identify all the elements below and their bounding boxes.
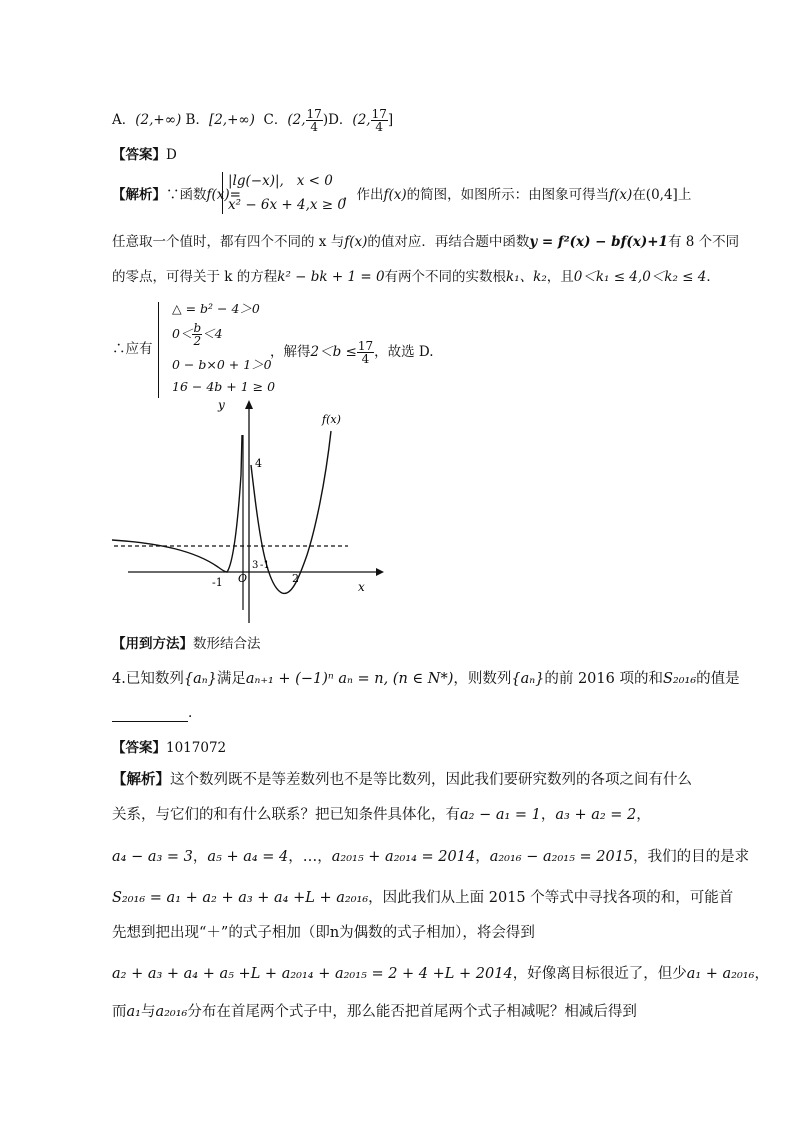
tick-3: 3 [252, 560, 259, 571]
answer-tag: 【答案】 [112, 147, 166, 163]
option-d-den: 4 [375, 120, 384, 134]
option-c-value-pre: (2, [287, 112, 306, 128]
fx-label: f(x) [322, 413, 341, 426]
line3-end: ． [706, 269, 720, 285]
q3-answer [112, 146, 177, 164]
x-axis-arrow-icon [376, 568, 384, 576]
line3-b: 有两个不同的实数根 [384, 269, 507, 285]
after-cases: ，作出 [343, 187, 384, 203]
option-a-label: A． [112, 112, 136, 128]
fx3: f(x) [609, 187, 633, 203]
option-a-value: (2,+∞) [135, 112, 182, 128]
solve-num: 17 [357, 339, 374, 353]
q4-answer-value: 1017072 [166, 740, 227, 756]
option-b-value: [2,+∞) [208, 112, 255, 128]
q4-l3-eq3: a₂₀₁₅ + a₂₀₁₄ = 2014 [331, 849, 476, 865]
q4-l6-eq: a₂ + a₃ + a₄ + a₅ +L + a₂₀₁₄ + a₂₀₁₅ = 2 + 4 +L + 2014 [112, 966, 513, 982]
q4-l3-eq4: a₂₀₁₆ − a₂₀₁₅ = 2015 [489, 849, 634, 865]
q4-text-b: 满足 [216, 671, 246, 687]
q4-l2-eq1: a₂ − a₁ = 1 [460, 807, 541, 823]
q4-l6-eq2: a₁ + a₂₀₁₆ [686, 966, 755, 982]
line2-text: 任意取一个值时，都有四个不同的 x 与 [112, 234, 345, 250]
tick-m1b: -1 [260, 560, 270, 571]
solve-line [270, 340, 434, 365]
system-eq1: △ = b² − 4＞0 [172, 301, 260, 316]
q4-analysis-line1 [112, 771, 692, 789]
method-text: 数形结合法 [193, 636, 261, 652]
line2-y: y = f²(x) − bf(x)+1 [529, 234, 668, 250]
piecewise-case2 [228, 196, 346, 214]
q4-line1 [112, 670, 740, 688]
q4-l3-end: ，我们的目的是求 [633, 849, 750, 865]
q4-seq2: {aₙ} [511, 671, 545, 687]
option-c-value-post: ) [322, 112, 329, 128]
sys2-den: 2 [193, 334, 202, 348]
q4-l2-sep: ， [540, 807, 556, 823]
q4-analysis-line2 [112, 806, 651, 824]
q4-l4-text: ，因此我们从上面 2015 个等式中寻找各项的和，可能首 [368, 890, 734, 906]
q4-answer-tag: 【答案】 [112, 740, 166, 756]
tick-neg1: -1 [212, 576, 223, 589]
q4-l2-eq2: a₃ + a₂ = 2 [555, 807, 637, 823]
option-d-value-pre: (2, [352, 112, 371, 128]
option-b-label: B． [185, 112, 209, 128]
x-axis-label: x [358, 580, 365, 594]
q4-relation: aₙ₊₁ + (−1)ⁿ aₙ = n, (n ∈ N*) [245, 671, 454, 687]
q4-analysis-line7 [112, 1003, 637, 1021]
option-c-num: 17 [306, 107, 322, 121]
q4-l2-end: ， [636, 807, 651, 823]
system-eq2 [172, 322, 223, 347]
tick-4: 4 [255, 457, 262, 470]
sys2-post: ＜4 [202, 326, 223, 341]
option-d-num: 17 [371, 107, 387, 121]
answer-value: D [166, 147, 177, 163]
analysis-tag: 【解析】 [112, 187, 166, 203]
q4-l7-a: 而 [112, 1004, 127, 1020]
q4-l4-eq: S₂₀₁₆ = a₁ + a₂ + a₃ + a₄ +L + a₂₀₁₆ [112, 890, 369, 906]
y-axis-arrow-icon [245, 400, 253, 409]
sys2-pre: 0＜ [172, 326, 193, 341]
q4-l7-b: 与 [140, 1004, 156, 1020]
line3-ineq: 0＜k₁ ≤ 4,0＜k₂ ≤ 4 [573, 269, 707, 285]
solve-ineq: 2＜b ≤ [310, 344, 357, 360]
line3-eq: k² − bk + 1 = 0 [277, 269, 385, 285]
q4-l7-a1: a₁ [126, 1004, 141, 1020]
blank-end: . [188, 705, 193, 721]
options-line [112, 108, 393, 133]
system-brace [158, 302, 159, 398]
q4-analysis-line4 [112, 889, 733, 907]
q4-l1: 这个数列既不是等差数列也不是等比数列，因此我们要研究数列的各项之间有什么 [170, 772, 692, 788]
q4-l6-end: ， [754, 966, 769, 982]
piecewise-brace [222, 172, 223, 214]
option-d-fraction [371, 108, 388, 133]
case1-cond: x < 0 [296, 173, 333, 189]
answer-blank[interactable] [112, 707, 188, 722]
method-tag: 【用到方法】 [112, 636, 193, 652]
q4-text-e: 的值是 [696, 671, 740, 687]
tick-origin: O [238, 572, 248, 585]
solve-den: 4 [361, 352, 370, 366]
q4-l2-a: 关系，与它们的和有什么联系？把已知条件具体化，有 [112, 807, 460, 823]
system-eq3: 0 − b×0 + 1＞0 [172, 357, 272, 372]
q4-text-c: ，则数列 [453, 671, 512, 687]
tick-2: 2 [292, 572, 299, 585]
fx2: f(x) [383, 187, 407, 203]
q4-l7-a2016: a₂₀₁₆ [155, 1004, 188, 1020]
q4-analysis-line5: 先想到把出现“＋”的式子相加（即n为偶数的式子相加），将会得到 [112, 925, 535, 941]
q4-text-d: 的前 2016 项的和 [544, 671, 663, 687]
option-c-label: C． [263, 112, 288, 128]
after-cases2: 的简图，如图所示：由图象可得当 [406, 187, 610, 203]
therefore-label: ∴应有 [112, 341, 153, 357]
line2-fx: f(x) [344, 234, 368, 250]
q4-analysis-line3: a₄ − a₃ = 3，a₅ + a₄ = 4，…，a₂₀₁₅ + a₂₀₁₄ = 2014，a₂₀₁₆ − a₂₀₁₅ = 2015，我们的目的是求 [112, 849, 750, 865]
q4-analysis-tag: 【解析】 [112, 771, 170, 788]
case2-expr: x² − 6x + 4, [228, 197, 310, 213]
line2-b: 的值对应．再结合题中函数 [367, 234, 530, 250]
option-c-fraction [306, 108, 323, 133]
fx-def: f(x)= [206, 187, 241, 203]
q4-text-a: 已知数列 [125, 671, 184, 687]
curve-left-branch [112, 435, 242, 572]
q4-answer [112, 739, 226, 757]
q4-blank-line [112, 704, 192, 722]
line3-roots: k₁、k₂ [506, 269, 547, 285]
q4-sum: S₂₀₁₆ [662, 671, 697, 687]
sys2-num: b [193, 321, 202, 335]
option-d-label: D． [328, 112, 353, 128]
function-graph [110, 395, 390, 630]
q3-analysis-line2 [112, 233, 739, 251]
analysis-intro: ∵函数 [166, 187, 207, 203]
line2-c: 有 8 个不同 [667, 234, 740, 250]
option-c-den: 4 [310, 120, 318, 134]
line3-c: ，且 [546, 269, 574, 285]
method-line [112, 635, 261, 653]
q4-l3-eq1: a₄ − a₃ = 3 [112, 849, 193, 865]
q4-number: 4. [112, 671, 126, 687]
solve-fraction [357, 340, 374, 365]
sys2-fraction [192, 322, 202, 347]
q4-l3-dots: ，…， [288, 849, 332, 865]
interval: 在(0,4]上 [632, 187, 692, 203]
case2-cond: x ≥ 0 [309, 197, 347, 213]
system-eq4: 16 − 4b + 1 ≥ 0 [172, 379, 276, 394]
q4-l3-eq2: a₅ + a₄ = 4 [207, 849, 289, 865]
line3-a: 的零点，可得关于 k 的方程 [112, 269, 278, 285]
q4-seq: {aₙ} [183, 671, 217, 687]
solve-pre: ，解得 [270, 344, 311, 360]
q4-analysis-line6 [112, 965, 769, 983]
y-axis-label: y [218, 398, 225, 412]
q3-analysis-line3 [112, 268, 720, 286]
q4-l7-c: 分布在首尾两个式子中，那么能否把首尾两个式子相减呢？相减后得到 [187, 1004, 637, 1020]
q3-analysis-line1-tail [343, 186, 691, 204]
piecewise-case1 [228, 172, 333, 190]
q4-l6-text: ，好像离目标很近了，但少 [512, 966, 687, 982]
option-d-value-post: ] [387, 112, 394, 128]
solve-post: ，故选 D. [374, 344, 434, 360]
case1-expr: |lg(−x)|, [228, 173, 284, 189]
